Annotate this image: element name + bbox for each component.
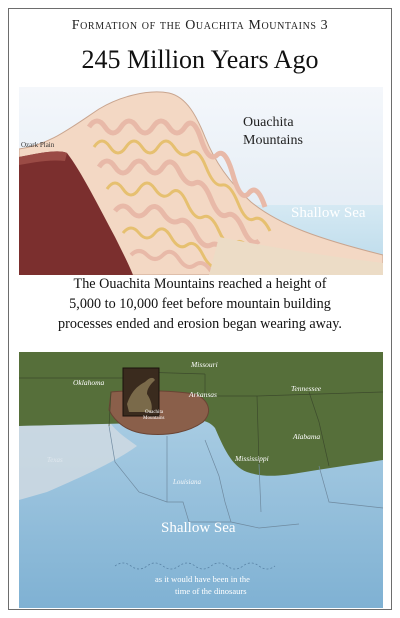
map-note-line1: as it would have been in the [155, 574, 250, 584]
ozark-plain-label: Ozark Plain [21, 141, 55, 149]
state-label-texas: Texas [47, 456, 63, 464]
caption [17, 274, 383, 334]
caption-line: processes ended and erosion began wearing away. [58, 316, 342, 332]
state-label-arkansas: Arkansas [189, 390, 217, 399]
state-label-missouri: Missouri [191, 360, 218, 369]
state-label-tennessee: Tennessee [291, 384, 322, 393]
poster-frame [8, 8, 392, 610]
state-label-mississippi: Mississippi [235, 454, 269, 463]
state-label-alabama: Alabama [293, 432, 321, 441]
ouachita-map-label-line2: Mountains [143, 416, 165, 421]
ouachita-label-line1: Ouachita [243, 115, 294, 130]
caption-line: 5,000 to 10,000 feet before mountain building [69, 296, 331, 312]
cross-section-illustration [19, 87, 383, 275]
series-title: Formation of the Ouachita Mountains 3 [71, 18, 329, 33]
map-note-line2: time of the dinosaurs [175, 586, 247, 596]
era-title: 245 Million Years Ago [81, 45, 319, 74]
cross-section-sea-label: Shallow Sea [291, 205, 366, 221]
state-label-louisiana: Louisiana [173, 478, 202, 486]
cross-section-svg [19, 87, 383, 275]
regional-map [19, 352, 383, 608]
state-label-oklahoma: Oklahoma [73, 378, 105, 387]
ouachita-label-line2: Mountains [243, 133, 303, 148]
map-sea-label: Shallow Sea [161, 520, 236, 536]
caption-line: The Ouachita Mountains reached a height of [73, 276, 327, 292]
ouachita-map-label-line1: Ouachita [145, 410, 164, 415]
